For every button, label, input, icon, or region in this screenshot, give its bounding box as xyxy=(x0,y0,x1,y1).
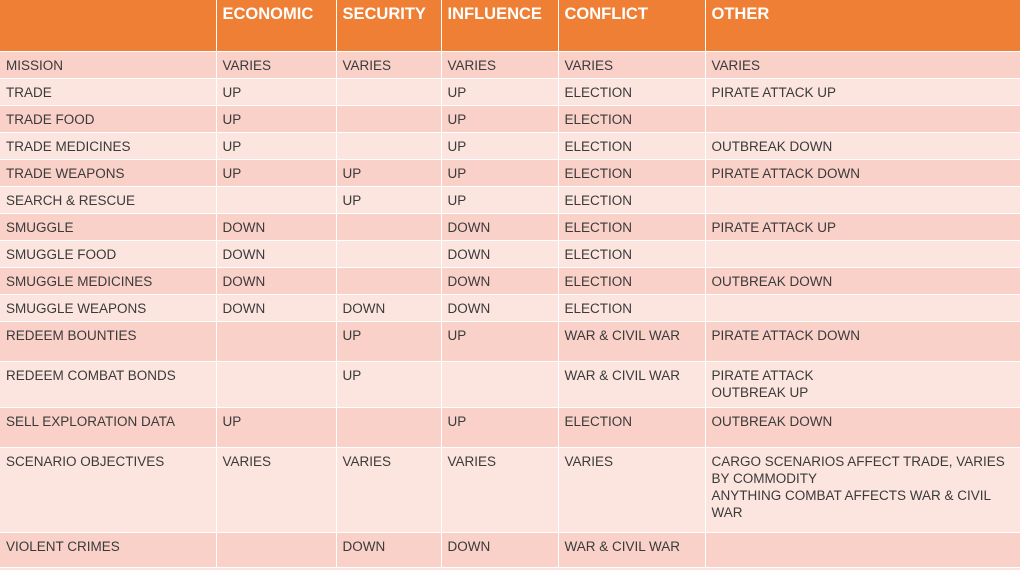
cell-text: TRADE MEDICINES xyxy=(6,138,131,154)
table-row xyxy=(0,159,1020,186)
cell-text: OUTBREAK DOWN xyxy=(711,138,833,154)
table-cell-conflict xyxy=(558,267,705,294)
table-cell-economic xyxy=(216,240,336,267)
cell-text: DOWN xyxy=(447,273,491,289)
table-cell-security xyxy=(336,267,441,294)
table-cell-other xyxy=(705,186,1020,213)
table-cell-conflict xyxy=(558,294,705,321)
cell-text: WAR & CIVIL WAR xyxy=(564,367,681,383)
cell-text: UP xyxy=(447,138,467,154)
table-cell-action xyxy=(0,159,216,186)
cell-text: WAR & CIVIL WAR xyxy=(564,327,681,343)
cell-text: VARIES xyxy=(564,57,614,73)
cell-text: REDEEM COMBAT BONDS xyxy=(6,367,176,383)
table-cell-economic xyxy=(216,78,336,105)
table-cell-influence xyxy=(441,240,558,267)
table-row xyxy=(0,186,1020,213)
cell-text: DOWN xyxy=(447,300,491,316)
table-cell-security xyxy=(336,78,441,105)
table-cell-security xyxy=(336,105,441,132)
cell-text: UP xyxy=(447,111,467,127)
cell-text: ELECTION xyxy=(564,165,633,181)
table-cell-security xyxy=(336,213,441,240)
cell-text: VARIES xyxy=(711,57,761,73)
table-cell-economic xyxy=(216,213,336,240)
table-row xyxy=(0,132,1020,159)
header-cell-security: SECURITY xyxy=(336,0,441,51)
table-cell-influence xyxy=(441,447,558,532)
header-cell-action xyxy=(0,0,216,51)
cell-text: TRADE xyxy=(6,84,52,100)
table-cell-action xyxy=(0,294,216,321)
table-cell-influence xyxy=(441,213,558,240)
table-cell-conflict xyxy=(558,51,705,78)
cell-text: ELECTION xyxy=(564,413,633,429)
table-cell-influence xyxy=(441,532,558,567)
cell-text: UP xyxy=(222,84,242,100)
cell-text: DOWN xyxy=(222,246,266,262)
table-cell-other xyxy=(705,132,1020,159)
cell-text: PIRATE ATTACK DOWN xyxy=(711,327,861,343)
table-row xyxy=(0,51,1020,78)
header-cell-economic: ECONOMIC xyxy=(216,0,336,51)
table-cell-action xyxy=(0,186,216,213)
cell-text: UP xyxy=(222,138,242,154)
cell-text: ELECTION xyxy=(564,246,633,262)
cell-text: DOWN xyxy=(342,538,386,554)
table-cell-action xyxy=(0,267,216,294)
table-cell-action xyxy=(0,78,216,105)
cell-text: ELECTION xyxy=(564,219,633,235)
table-cell-economic xyxy=(216,159,336,186)
table-cell-other xyxy=(705,105,1020,132)
header-cell-conflict: CONFLICT xyxy=(558,0,705,51)
table-cell-action xyxy=(0,447,216,532)
cell-text: ELECTION xyxy=(564,84,633,100)
table-cell-other xyxy=(705,294,1020,321)
cell-text: VARIES xyxy=(222,57,272,73)
cell-text: ELECTION xyxy=(564,138,633,154)
cell-text: ELECTION xyxy=(564,111,633,127)
table-cell-other xyxy=(705,532,1020,567)
table-cell-conflict xyxy=(558,159,705,186)
table-cell-conflict xyxy=(558,532,705,567)
table-cell-other xyxy=(705,407,1020,447)
cell-text: PIRATE ATTACK OUTBREAK UP xyxy=(711,367,814,400)
table-cell-economic xyxy=(216,186,336,213)
table-cell-conflict xyxy=(558,447,705,532)
cell-text: CARGO SCENARIOS AFFECT TRADE, VARIES BY COMMODITY ANYTHING COMBAT AFFECTS WAR & CIVIL WAR xyxy=(711,453,1005,520)
table-cell-influence xyxy=(441,321,558,361)
cell-text: UP xyxy=(342,367,362,383)
table-cell-security xyxy=(336,407,441,447)
cell-text: VARIES xyxy=(342,453,392,469)
cell-text: SMUGGLE WEAPONS xyxy=(6,300,147,316)
cell-text: UP xyxy=(342,327,362,343)
table-body xyxy=(0,51,1020,567)
cell-text: VARIES xyxy=(222,453,272,469)
cell-text: OUTBREAK DOWN xyxy=(711,273,833,289)
table-cell-influence xyxy=(441,361,558,407)
table-row xyxy=(0,213,1020,240)
table-cell-other xyxy=(705,267,1020,294)
table-cell-security xyxy=(336,51,441,78)
cell-text: UP xyxy=(447,165,467,181)
table-cell-conflict xyxy=(558,240,705,267)
table-cell-security xyxy=(336,240,441,267)
cell-text: VARIES xyxy=(447,57,497,73)
table-cell-other xyxy=(705,321,1020,361)
table-cell-influence xyxy=(441,267,558,294)
header-cell-influence: INFLUENCE xyxy=(441,0,558,51)
table-cell-influence xyxy=(441,51,558,78)
cell-text: REDEEM BOUNTIES xyxy=(6,327,137,343)
table-cell-action xyxy=(0,532,216,567)
cell-text: TRADE FOOD xyxy=(6,111,95,127)
table-row xyxy=(0,407,1020,447)
table-cell-influence xyxy=(441,407,558,447)
table-cell-influence xyxy=(441,105,558,132)
table-cell-action xyxy=(0,321,216,361)
table-cell-action xyxy=(0,213,216,240)
cell-text: UP xyxy=(222,413,242,429)
cell-text: TRADE WEAPONS xyxy=(6,165,125,181)
table-cell-other xyxy=(705,361,1020,407)
table-cell-action xyxy=(0,51,216,78)
table-cell-action xyxy=(0,240,216,267)
table-cell-economic xyxy=(216,294,336,321)
table-cell-conflict xyxy=(558,321,705,361)
table-row xyxy=(0,447,1020,532)
cell-text: SELL EXPLORATION DATA xyxy=(6,413,176,429)
cell-text: ELECTION xyxy=(564,300,633,316)
table-cell-influence xyxy=(441,294,558,321)
table-cell-economic xyxy=(216,267,336,294)
table-row xyxy=(0,361,1020,407)
cell-text: UP xyxy=(447,413,467,429)
cell-text: DOWN xyxy=(447,219,491,235)
cell-text: UP xyxy=(447,327,467,343)
table-cell-other xyxy=(705,159,1020,186)
cell-text: MISSION xyxy=(6,57,64,73)
table-cell-conflict xyxy=(558,213,705,240)
cell-text: ELECTION xyxy=(564,192,633,208)
table-row xyxy=(0,294,1020,321)
cell-text: SMUGGLE FOOD xyxy=(6,246,117,262)
table-cell-economic xyxy=(216,132,336,159)
cell-text: ELECTION xyxy=(564,273,633,289)
cell-text: DOWN xyxy=(342,300,386,316)
table-row xyxy=(0,321,1020,361)
table-row xyxy=(0,105,1020,132)
table-cell-conflict xyxy=(558,78,705,105)
table-cell-other xyxy=(705,240,1020,267)
table-cell-security xyxy=(336,361,441,407)
table-cell-economic xyxy=(216,447,336,532)
table-row xyxy=(0,532,1020,567)
header-row xyxy=(0,0,1020,51)
table-cell-security xyxy=(336,294,441,321)
cell-text: SMUGGLE MEDICINES xyxy=(6,273,153,289)
cell-text: UP xyxy=(222,165,242,181)
cell-text: UP xyxy=(342,165,362,181)
table-cell-conflict xyxy=(558,186,705,213)
table-cell-conflict xyxy=(558,361,705,407)
header-cell-other: OTHER xyxy=(705,0,1020,51)
cell-text: PIRATE ATTACK DOWN xyxy=(711,165,861,181)
table-cell-other xyxy=(705,447,1020,532)
cell-text: DOWN xyxy=(222,273,266,289)
cell-text: UP xyxy=(342,192,362,208)
table-cell-other xyxy=(705,213,1020,240)
table-cell-influence xyxy=(441,78,558,105)
table-cell-conflict xyxy=(558,105,705,132)
table-row xyxy=(0,240,1020,267)
table-cell-security xyxy=(336,532,441,567)
table-row xyxy=(0,78,1020,105)
cell-text: VARIES xyxy=(342,57,392,73)
cell-text: VARIES xyxy=(564,453,614,469)
table-cell-conflict xyxy=(558,132,705,159)
table-cell-action xyxy=(0,407,216,447)
table-cell-conflict xyxy=(558,407,705,447)
cell-text: PIRATE ATTACK UP xyxy=(711,219,837,235)
cell-text: DOWN xyxy=(222,219,266,235)
cell-text: WAR & CIVIL WAR xyxy=(564,538,681,554)
table-cell-other xyxy=(705,51,1020,78)
cell-text: DOWN xyxy=(447,538,491,554)
table-cell-economic xyxy=(216,532,336,567)
cell-text: VIOLENT CRIMES xyxy=(6,538,120,554)
table-cell-economic xyxy=(216,105,336,132)
table-cell-economic xyxy=(216,361,336,407)
table-cell-economic xyxy=(216,407,336,447)
cell-text: UP xyxy=(447,192,467,208)
cell-text: DOWN xyxy=(222,300,266,316)
table-cell-economic xyxy=(216,321,336,361)
table-cell-influence xyxy=(441,132,558,159)
table-cell-influence xyxy=(441,159,558,186)
table-cell-action xyxy=(0,105,216,132)
cell-text: UP xyxy=(222,111,242,127)
cell-text: SCENARIO OBJECTIVES xyxy=(6,453,165,469)
table-cell-action xyxy=(0,361,216,407)
table-cell-security xyxy=(336,159,441,186)
table-cell-security xyxy=(336,321,441,361)
table-row xyxy=(0,267,1020,294)
table-cell-security xyxy=(336,447,441,532)
cell-text: SEARCH & RESCUE xyxy=(6,192,136,208)
cell-text: OUTBREAK DOWN xyxy=(711,413,833,429)
table-cell-economic xyxy=(216,51,336,78)
table-cell-influence xyxy=(441,186,558,213)
cell-text: UP xyxy=(447,84,467,100)
cell-text: DOWN xyxy=(447,246,491,262)
table-cell-security xyxy=(336,132,441,159)
table-cell-action xyxy=(0,132,216,159)
cell-text: SMUGGLE xyxy=(6,219,74,235)
table-cell-other xyxy=(705,78,1020,105)
cell-text: VARIES xyxy=(447,453,497,469)
table-cell-security xyxy=(336,186,441,213)
cell-text: PIRATE ATTACK UP xyxy=(711,84,837,100)
